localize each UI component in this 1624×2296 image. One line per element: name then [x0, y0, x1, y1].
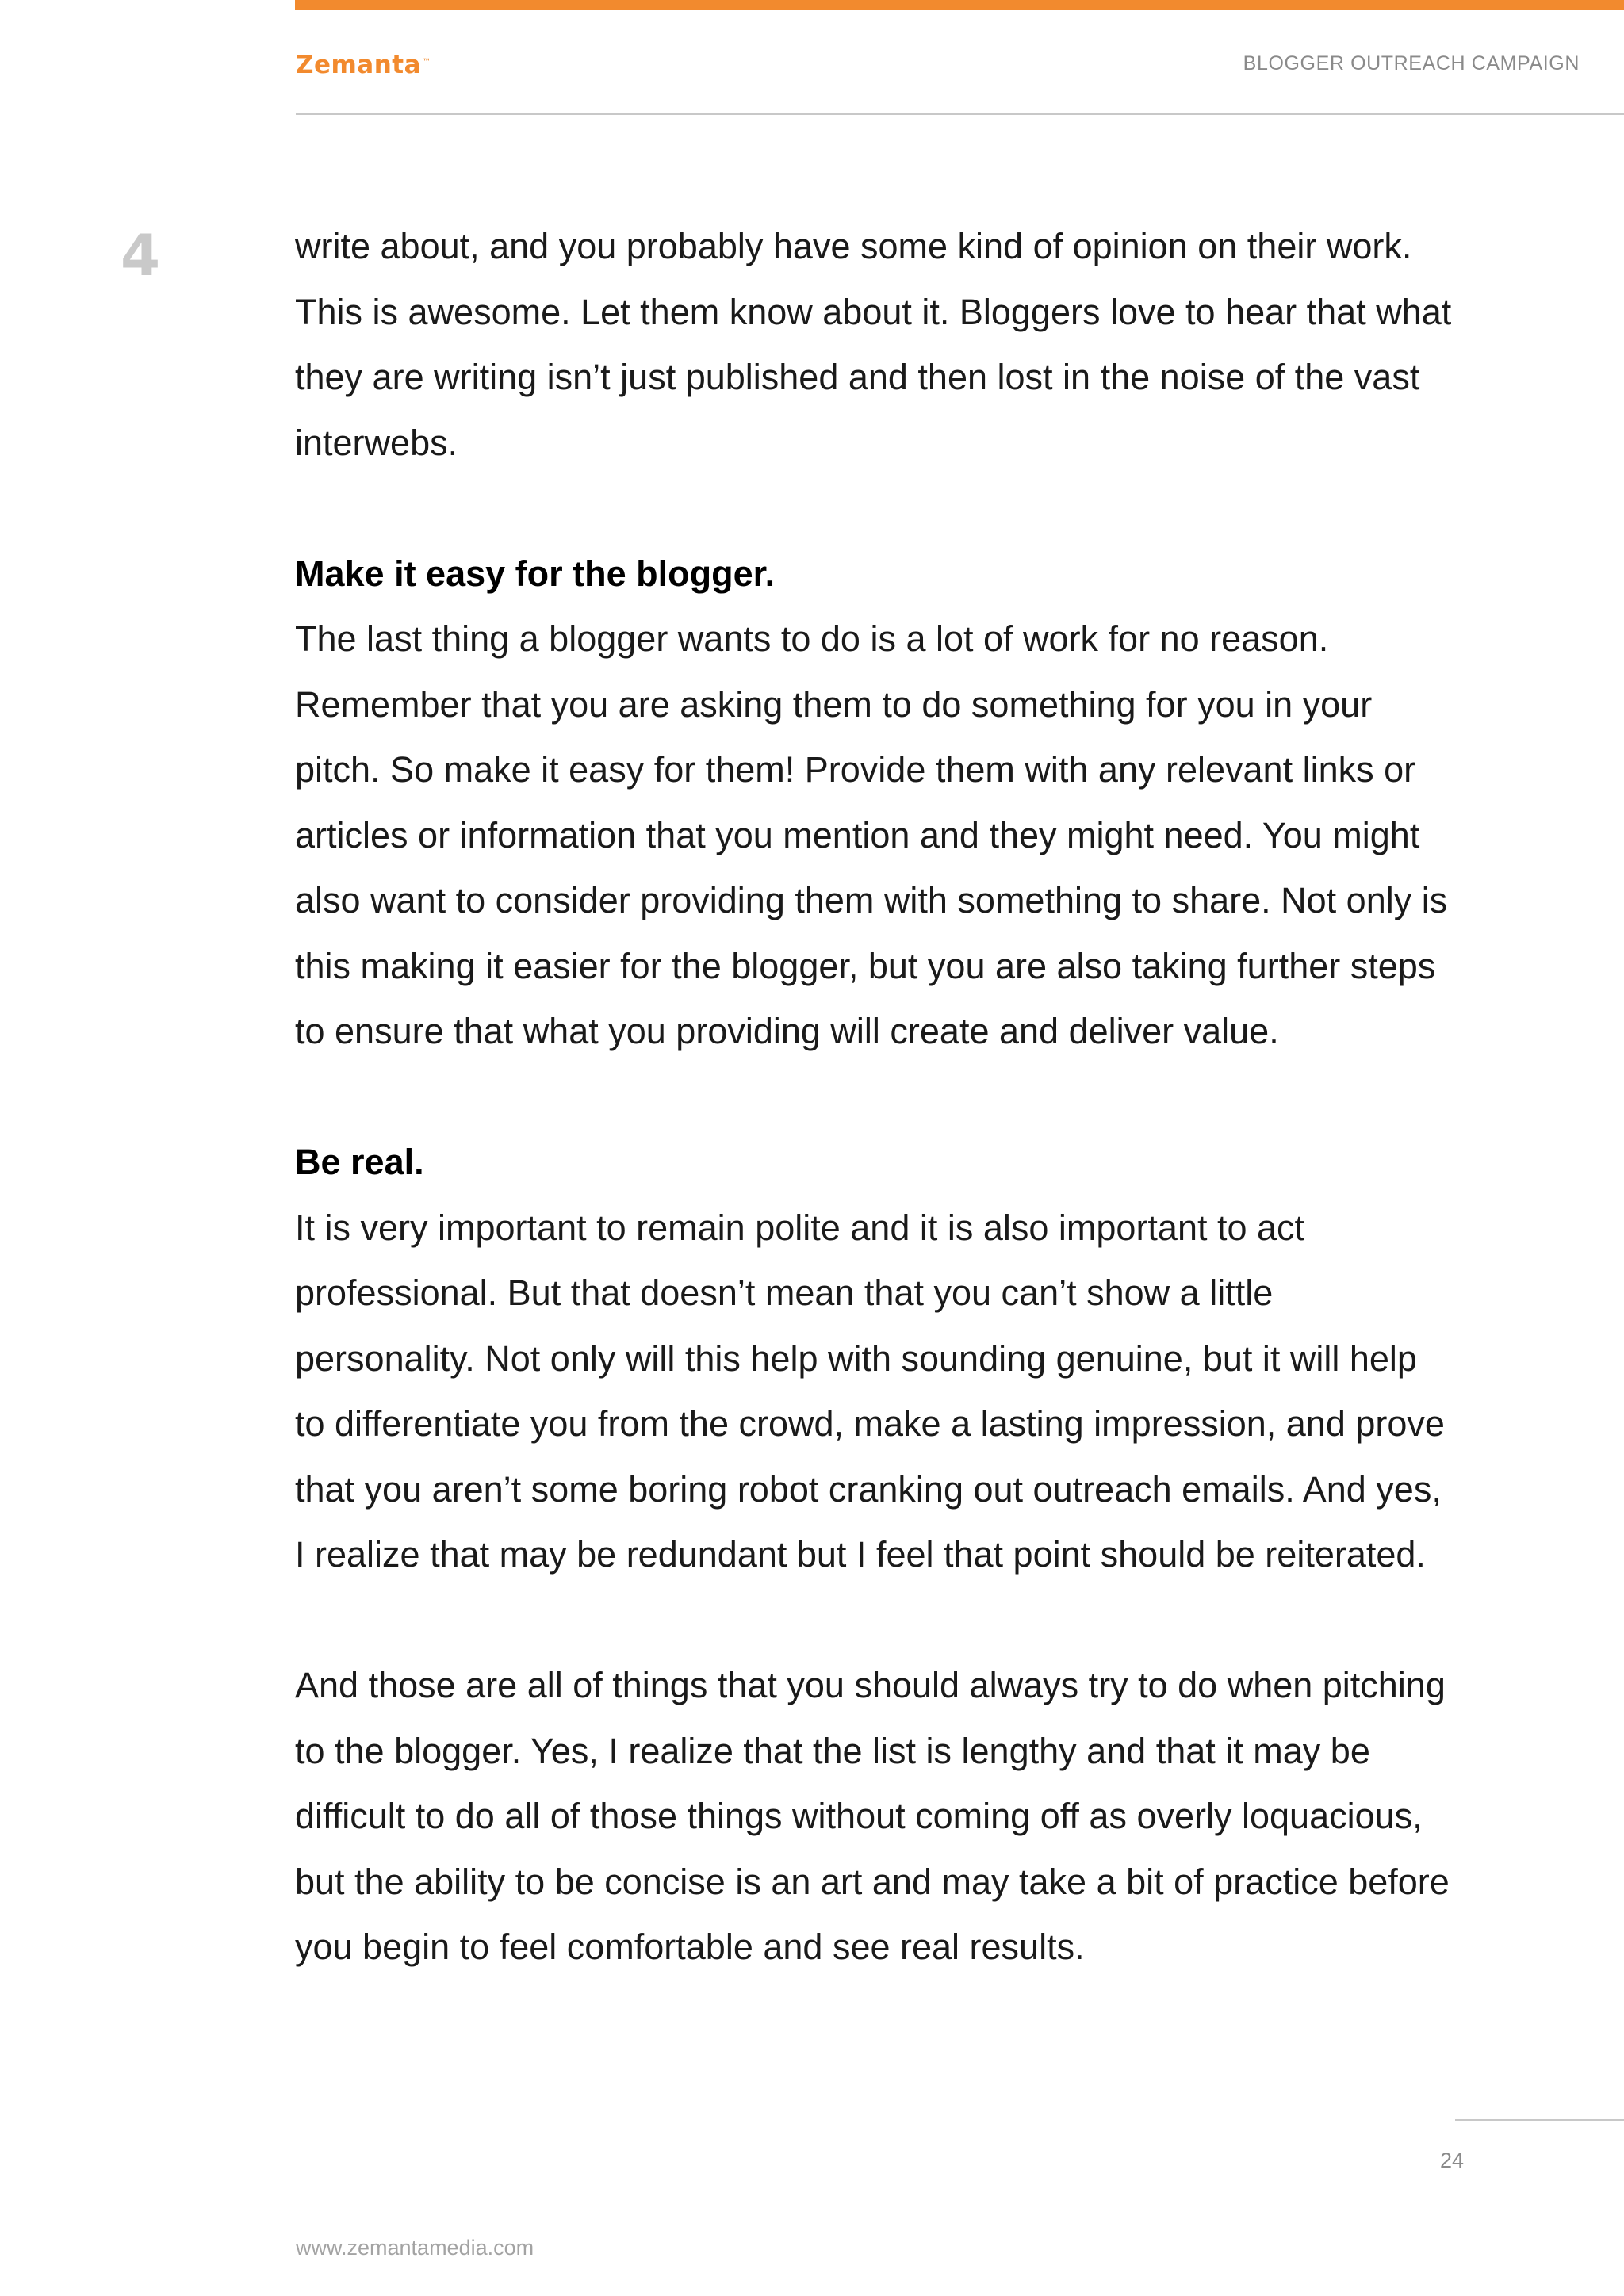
text-line: It is very important to remain polite and it is also important to act	[295, 1207, 1305, 1248]
intro-paragraph	[295, 214, 1532, 476]
text-line: they are writing isn’t just published and then lost in the noise of the vast	[295, 357, 1420, 397]
section-make-it-easy	[295, 541, 1532, 1065]
closing-paragraph	[295, 1653, 1532, 1980]
text-line: you begin to feel comfortable and see real results.	[295, 1927, 1085, 1967]
text-line: to the blogger. Yes, I realize that the list is lengthy and that it may be	[295, 1730, 1370, 1771]
document-title: BLOGGER OUTREACH CAMPAIGN	[1243, 52, 1580, 75]
trademark-mark: ™	[423, 57, 431, 67]
text-line: The last thing a blogger wants to do is a lot of work for no reason.	[295, 618, 1329, 659]
brand-name: Zemanta	[296, 51, 422, 79]
page-content	[295, 214, 1532, 1980]
text-line: write about, and you probably have some kind of opinion on their work.	[295, 226, 1412, 266]
text-line: to differentiate you from the crowd, make a lasting impression, and prove	[295, 1403, 1445, 1444]
section-be-real	[295, 1130, 1532, 1588]
chapter-number: 4	[121, 222, 161, 289]
brand-logo	[296, 51, 431, 79]
text-line: but the ability to be concise is an art and may take a bit of practice before	[295, 1861, 1450, 1902]
text-line: that you aren’t some boring robot cranking out outreach emails. And yes,	[295, 1468, 1442, 1510]
text-line: this making it easier for the blogger, but you are also taking further steps	[295, 945, 1436, 986]
text-line: personality. Not only will this help with sounding genuine, but it will help	[295, 1337, 1417, 1379]
text-line: This is awesome. Let them know about it. Bloggers love to hear that what	[295, 291, 1452, 332]
section-heading: Be real.	[295, 1142, 424, 1182]
paragraph-spacer	[295, 1065, 1532, 1131]
text-line: also want to consider providing them with something to share. Not only is	[295, 880, 1448, 920]
text-line: to ensure that what you providing will create and deliver value.	[295, 1011, 1279, 1051]
footer-divider	[1455, 2119, 1624, 2121]
text-line: And those are all of things that you should always try to do when pitching	[295, 1665, 1446, 1705]
page-number: 24	[1440, 2149, 1465, 2172]
text-line: articles or information that you mention and they might need. You might	[295, 814, 1420, 855]
paragraph-spacer	[295, 476, 1532, 541]
text-line: Remember that you are asking them to do something for you in your	[295, 683, 1373, 725]
top-accent-bar	[295, 0, 1624, 10]
footer-url: www.zemantamedia.com	[296, 2236, 534, 2260]
text-line: difficult to do all of those things without coming off as overly loquacious,	[295, 1796, 1423, 1836]
paragraph-spacer	[295, 1588, 1532, 1654]
header-divider	[296, 113, 1624, 115]
text-line: interwebs.	[295, 422, 458, 463]
text-line: professional. But that doesn’t mean that you can’t show a little	[295, 1272, 1274, 1313]
text-line: I realize that may be redundant but I feel that point should be reiterated.	[295, 1534, 1426, 1575]
section-heading: Make it easy for the blogger.	[295, 553, 776, 594]
text-line: pitch. So make it easy for them! Provide them with any relevant links or	[295, 749, 1416, 790]
